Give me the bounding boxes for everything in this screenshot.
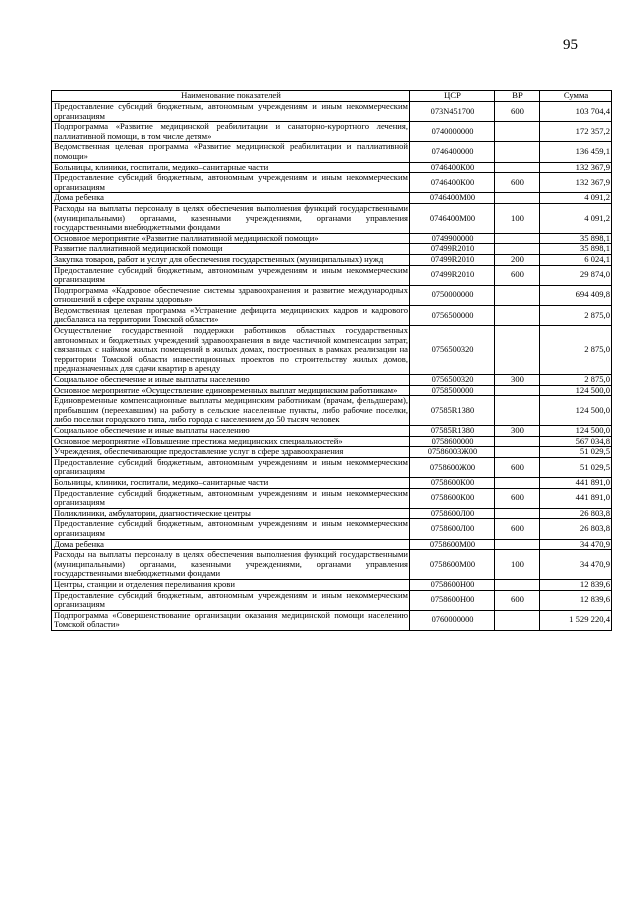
row-csr-cell: 0756500000 bbox=[410, 305, 495, 325]
table-row bbox=[52, 285, 612, 305]
row-csr-cell: 0756500320 bbox=[410, 326, 495, 375]
row-vr-cell bbox=[495, 162, 540, 173]
row-vr-cell: 300 bbox=[495, 375, 540, 386]
row-csr-cell: 0746400К00 bbox=[410, 173, 495, 193]
row-sum-cell: 34 470,9 bbox=[540, 539, 612, 550]
row-csr-cell: 0749900000 bbox=[410, 233, 495, 244]
table-row bbox=[52, 436, 612, 447]
row-vr-cell bbox=[495, 285, 540, 305]
table-row bbox=[52, 203, 612, 233]
row-sum-cell: 4 091,2 bbox=[540, 203, 612, 233]
row-vr-cell: 600 bbox=[495, 488, 540, 508]
row-csr-cell: 0758600М00 bbox=[410, 539, 495, 550]
row-name-cell: Расходы на выплаты персоналу в целях обеспечения выполнения функций государственными (муниципальными) органами, казенными учреждениями, органами управления государственными внебюджетными фондами bbox=[52, 550, 410, 580]
row-name-cell: Предоставление субсидий бюджетным, автономным учреждениям и иным некоммерческим организациям bbox=[52, 488, 410, 508]
table-row bbox=[52, 519, 612, 539]
row-name-cell: Больницы, клиники, госпитали, медико–санитарные части bbox=[52, 477, 410, 488]
row-sum-cell: 6 024,1 bbox=[540, 254, 612, 265]
row-csr-cell: 07499R2010 bbox=[410, 244, 495, 255]
row-csr-cell: 07499R2010 bbox=[410, 265, 495, 285]
row-vr-cell: 600 bbox=[495, 519, 540, 539]
table-row bbox=[52, 142, 612, 162]
row-sum-cell: 35 898,1 bbox=[540, 244, 612, 255]
row-name-cell: Ведомственная целевая программа «Устранение дефицита медицинских кадров и кадрового дисбаланса на территории Томской области» bbox=[52, 305, 410, 325]
row-name-cell: Основное мероприятие «Осуществление единовременных выплат медицинским работникам» bbox=[52, 385, 410, 396]
table-row bbox=[52, 447, 612, 458]
row-vr-cell: 300 bbox=[495, 426, 540, 437]
table-row bbox=[52, 610, 612, 630]
row-csr-cell: 0756500320 bbox=[410, 375, 495, 386]
row-name-cell: Основное мероприятие «Развитие паллиативной медицинской помощи» bbox=[52, 233, 410, 244]
row-vr-cell bbox=[495, 244, 540, 255]
row-sum-cell: 694 409,8 bbox=[540, 285, 612, 305]
row-csr-cell: 073N451700 bbox=[410, 102, 495, 122]
row-name-cell: Социальное обеспечение и иные выплаты населению bbox=[52, 375, 410, 386]
row-vr-cell bbox=[495, 610, 540, 630]
row-csr-cell: 0758600Н00 bbox=[410, 579, 495, 590]
row-sum-cell: 132 367,9 bbox=[540, 173, 612, 193]
row-sum-cell: 567 034,8 bbox=[540, 436, 612, 447]
row-csr-cell: 0746400М00 bbox=[410, 203, 495, 233]
row-sum-cell: 51 029,5 bbox=[540, 447, 612, 458]
row-name-cell: Подпрограмма «Совершенствование организации оказания медицинской помощи населению Томской области» bbox=[52, 610, 410, 630]
row-csr-cell: 0758600К00 bbox=[410, 477, 495, 488]
row-name-cell: Учреждения, обеспечивающие предоставление услуг в сфере здравоохранения bbox=[52, 447, 410, 458]
row-csr-cell: 0758600Н00 bbox=[410, 590, 495, 610]
row-name-cell: Предоставление субсидий бюджетным, автономным учреждениям и иным некоммерческим организациям bbox=[52, 590, 410, 610]
row-vr-cell bbox=[495, 477, 540, 488]
table-row bbox=[52, 326, 612, 375]
table-row bbox=[52, 508, 612, 519]
row-sum-cell: 29 874,0 bbox=[540, 265, 612, 285]
row-sum-cell: 2 875,0 bbox=[540, 305, 612, 325]
table-body bbox=[52, 102, 612, 631]
row-name-cell: Дома ребенка bbox=[52, 539, 410, 550]
row-vr-cell bbox=[495, 539, 540, 550]
row-sum-cell: 12 839,6 bbox=[540, 590, 612, 610]
table-row bbox=[52, 244, 612, 255]
row-vr-cell: 600 bbox=[495, 457, 540, 477]
row-sum-cell: 26 803,8 bbox=[540, 519, 612, 539]
row-csr-cell: 07586003Ж00 bbox=[410, 447, 495, 458]
table-row bbox=[52, 477, 612, 488]
row-vr-cell bbox=[495, 385, 540, 396]
row-csr-cell: 07585R1380 bbox=[410, 426, 495, 437]
row-vr-cell: 600 bbox=[495, 102, 540, 122]
row-name-cell: Центры, станции и отделения переливания крови bbox=[52, 579, 410, 590]
table-row bbox=[52, 102, 612, 122]
row-vr-cell bbox=[495, 233, 540, 244]
row-name-cell: Закупка товаров, работ и услуг для обеспечения государственных (муниципальных) нужд bbox=[52, 254, 410, 265]
row-sum-cell: 2 875,0 bbox=[540, 326, 612, 375]
row-name-cell: Развитие паллиативной медицинской помощи bbox=[52, 244, 410, 255]
row-name-cell: Предоставление субсидий бюджетным, автономным учреждениям и иным некоммерческим организациям bbox=[52, 519, 410, 539]
row-csr-cell: 0746400000 bbox=[410, 142, 495, 162]
row-vr-cell bbox=[495, 579, 540, 590]
row-name-cell: Больницы, клиники, госпитали, медико–санитарные части bbox=[52, 162, 410, 173]
row-sum-cell: 172 357,2 bbox=[540, 122, 612, 142]
row-vr-cell bbox=[495, 396, 540, 426]
header-csr: ЦСР bbox=[410, 91, 495, 102]
row-csr-cell: 07585R1380 bbox=[410, 396, 495, 426]
row-sum-cell: 124 500,0 bbox=[540, 385, 612, 396]
row-sum-cell: 34 470,9 bbox=[540, 550, 612, 580]
row-sum-cell: 2 875,0 bbox=[540, 375, 612, 386]
row-vr-cell bbox=[495, 326, 540, 375]
row-csr-cell: 0758600Ж00 bbox=[410, 457, 495, 477]
row-sum-cell: 26 803,8 bbox=[540, 508, 612, 519]
row-sum-cell: 35 898,1 bbox=[540, 233, 612, 244]
row-csr-cell: 0760000000 bbox=[410, 610, 495, 630]
row-vr-cell bbox=[495, 142, 540, 162]
row-name-cell: Поликлиники, амбулатории, диагностические центры bbox=[52, 508, 410, 519]
table-row bbox=[52, 590, 612, 610]
row-vr-cell bbox=[495, 447, 540, 458]
row-vr-cell: 600 bbox=[495, 173, 540, 193]
table-row bbox=[52, 233, 612, 244]
row-csr-cell: 0758600000 bbox=[410, 436, 495, 447]
row-vr-cell bbox=[495, 122, 540, 142]
row-vr-cell: 200 bbox=[495, 254, 540, 265]
row-name-cell: Осуществление государственной поддержки работников областных государственных автономных и бюджетных учреждений здравоохранения в виде частичной компенсации затрат, связанных с наймом жилых помещений в жилых домах, построенных в рамках реализации на территории Томской области инвестиционных проектов по строительству жилых домов, предназначенных для сдачи квартир в аренду bbox=[52, 326, 410, 375]
row-sum-cell: 4 091,2 bbox=[540, 193, 612, 204]
row-sum-cell: 441 891,0 bbox=[540, 477, 612, 488]
row-name-cell: Единовременные компенсационные выплаты медицинским работникам (врачам, фельдшерам), прибывшим (переехавшим) на работу в сельские населенные пункты, либо рабочие поселки, либо поселки городского типа, либо города с населением до 50 тысяч человек bbox=[52, 396, 410, 426]
budget-table bbox=[51, 90, 612, 631]
row-csr-cell: 0758600М00 bbox=[410, 550, 495, 580]
header-vr: ВР bbox=[495, 91, 540, 102]
row-sum-cell: 103 704,4 bbox=[540, 102, 612, 122]
table-row bbox=[52, 265, 612, 285]
row-sum-cell: 441 891,0 bbox=[540, 488, 612, 508]
table-row bbox=[52, 375, 612, 386]
row-csr-cell: 0750000000 bbox=[410, 285, 495, 305]
row-sum-cell: 124 500,0 bbox=[540, 396, 612, 426]
row-sum-cell: 124 500,0 bbox=[540, 426, 612, 437]
table-row bbox=[52, 539, 612, 550]
row-name-cell: Ведомственная целевая программа «Развитие медицинской реабилитации и паллиативной помощи» bbox=[52, 142, 410, 162]
row-vr-cell: 600 bbox=[495, 265, 540, 285]
row-vr-cell: 600 bbox=[495, 590, 540, 610]
table-row bbox=[52, 254, 612, 265]
row-vr-cell bbox=[495, 436, 540, 447]
table-row bbox=[52, 173, 612, 193]
row-csr-cell: 0758600К00 bbox=[410, 488, 495, 508]
row-sum-cell: 1 529 220,4 bbox=[540, 610, 612, 630]
row-name-cell: Предоставление субсидий бюджетным, автономным учреждениям и иным некоммерческим организациям bbox=[52, 173, 410, 193]
row-vr-cell: 100 bbox=[495, 550, 540, 580]
row-vr-cell bbox=[495, 305, 540, 325]
table-header-row bbox=[52, 91, 612, 102]
row-name-cell: Дома ребенка bbox=[52, 193, 410, 204]
row-csr-cell: 0758600Л00 bbox=[410, 508, 495, 519]
row-name-cell: Расходы на выплаты персоналу в целях обеспечения выполнения функций государственными (муниципальными) органами, казенными учреждениями, органами управления государственными внебюджетными фондами bbox=[52, 203, 410, 233]
table-row bbox=[52, 396, 612, 426]
row-csr-cell: 07499R2010 bbox=[410, 254, 495, 265]
table-row bbox=[52, 193, 612, 204]
row-vr-cell bbox=[495, 508, 540, 519]
row-name-cell: Основное мероприятие «Повышение престижа медицинских специальностей» bbox=[52, 436, 410, 447]
row-csr-cell: 0758500000 bbox=[410, 385, 495, 396]
table-row bbox=[52, 122, 612, 142]
table-row bbox=[52, 488, 612, 508]
row-sum-cell: 51 029,5 bbox=[540, 457, 612, 477]
row-sum-cell: 12 839,6 bbox=[540, 579, 612, 590]
header-name: Наименование показателей bbox=[52, 91, 410, 102]
row-csr-cell: 0746400К00 bbox=[410, 162, 495, 173]
table-row bbox=[52, 305, 612, 325]
row-vr-cell bbox=[495, 193, 540, 204]
table-row bbox=[52, 457, 612, 477]
row-name-cell: Социальное обеспечение и иные выплаты населению bbox=[52, 426, 410, 437]
table-row bbox=[52, 385, 612, 396]
table-row bbox=[52, 550, 612, 580]
table-row bbox=[52, 162, 612, 173]
row-name-cell: Подпрограмма «Кадровое обеспечение системы здравоохранения и развитие международных отношений в сфере охраны здоровья» bbox=[52, 285, 410, 305]
row-csr-cell: 0746400М00 bbox=[410, 193, 495, 204]
page-number: 95 bbox=[563, 37, 578, 53]
table-row bbox=[52, 426, 612, 437]
row-name-cell: Предоставление субсидий бюджетным, автономным учреждениям и иным некоммерческим организациям bbox=[52, 457, 410, 477]
row-name-cell: Предоставление субсидий бюджетным, автономным учреждениям и иным некоммерческим организациям bbox=[52, 102, 410, 122]
header-sum: Сумма bbox=[540, 91, 612, 102]
row-name-cell: Подпрограмма «Развитие медицинской реабилитации и санаторно-курортного лечения, паллиативной помощи, в том числе детям» bbox=[52, 122, 410, 142]
row-sum-cell: 136 459,1 bbox=[540, 142, 612, 162]
row-vr-cell: 100 bbox=[495, 203, 540, 233]
row-sum-cell: 132 367,9 bbox=[540, 162, 612, 173]
row-csr-cell: 0758600Л00 bbox=[410, 519, 495, 539]
table-row bbox=[52, 579, 612, 590]
row-name-cell: Предоставление субсидий бюджетным, автономным учреждениям и иным некоммерческим организациям bbox=[52, 265, 410, 285]
row-csr-cell: 0740000000 bbox=[410, 122, 495, 142]
